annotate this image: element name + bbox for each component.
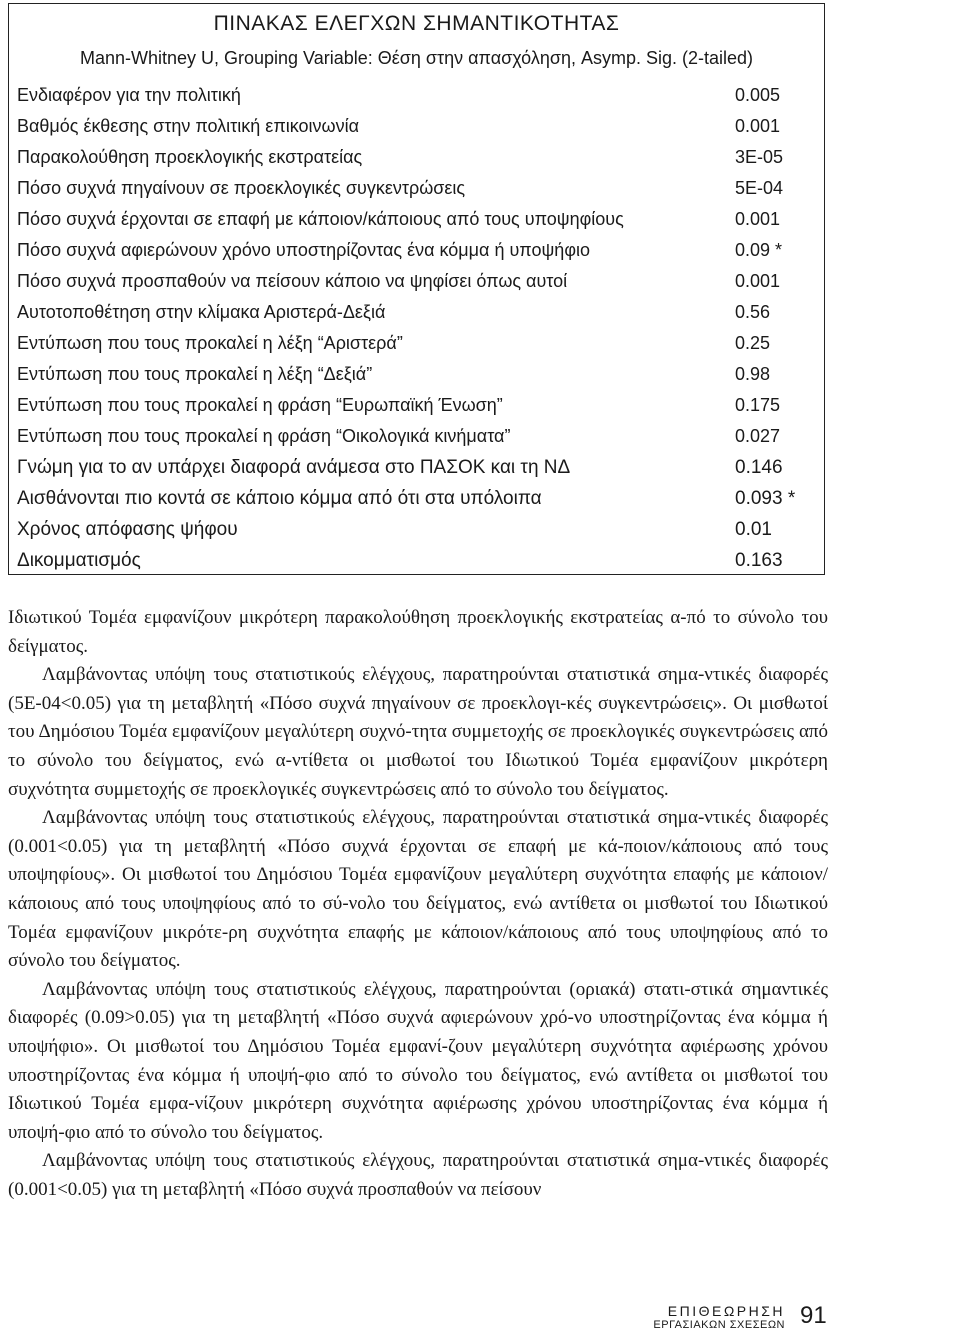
journal-name-line2: ΕΡΓΑΣΙΑΚΩΝ ΣΧΕΣΕΩΝ bbox=[653, 1319, 785, 1331]
table-row bbox=[9, 235, 824, 266]
table-row bbox=[9, 328, 824, 359]
row-value: 0.25 bbox=[735, 333, 771, 353]
row-label: Δικομματισμός bbox=[17, 549, 141, 571]
row-label: Εντύπωση που τους προκαλεί η λέξη “Δεξιά” bbox=[17, 364, 373, 384]
table-row bbox=[9, 421, 824, 452]
table-row bbox=[9, 297, 824, 328]
row-value: 0.56 bbox=[735, 302, 771, 322]
row-label: Πόσο συχνά έρχονται σε επαφή με κάποιον/κάποιους από τους υποψηφίους bbox=[17, 209, 624, 229]
table-row bbox=[9, 483, 824, 514]
table-row bbox=[9, 142, 824, 173]
row-value: 0.001 bbox=[735, 209, 781, 229]
row-value: 0.146 bbox=[735, 456, 783, 478]
row-label: Εντύπωση που τους προκαλεί η φράση “Οικολογικά κινήματα” bbox=[17, 426, 511, 446]
row-value: 0.175 bbox=[735, 395, 781, 415]
row-label: Παρακολούθηση προεκλογικής εκστρατείας bbox=[17, 147, 363, 167]
table-subtitle: Mann-Whitney U, Grouping Variable: Θέση στην απασχόληση, Asymp. Sig. (2-tailed) bbox=[79, 48, 754, 68]
row-label: Χρόνος απόφασης ψήφου bbox=[17, 518, 238, 540]
table-row bbox=[9, 514, 824, 545]
row-value: 0.005 bbox=[735, 85, 781, 105]
row-value: 0.09 * bbox=[735, 240, 783, 260]
table-row bbox=[9, 452, 824, 483]
row-label: Γνώμη για το αν υπάρχει διαφορά ανάμεσα στο ΠΑΣΟΚ και τη ΝΔ bbox=[17, 456, 571, 478]
paragraph: Λαμβάνοντας υπόψη τους στατιστικούς ελέγχους, παρατηρούνται στατιστικά σημα-ντικές διαφορές (0.001<0.05) για τη μεταβλητή «Πόσο συχνά έρχονται σε επαφή με κά-ποιον/κάποιους από τους υποψηφίους». Οι μισθωτοί του Δημόσιου Τομέα εμφανίζουν μεγαλύτερη συχνότητα επαφής με κάποιον/κάποιους από τους υποψηφίους από το σύ-νολο του δείγματος, ενώ αντίθετα οι μισθωτοί του Ιδιωτικού Τομέα εμφανίζουν μικρότε-ρη συχνότητα επαφής με κάποιον/κάποιους από τους υποψηφίους από το σύνολο του δείγματος. bbox=[8, 807, 828, 972]
journal-name bbox=[653, 1303, 785, 1332]
row-value: 0.027 bbox=[735, 426, 781, 446]
table-row bbox=[9, 545, 824, 576]
body-text bbox=[8, 604, 828, 1204]
table-row bbox=[9, 204, 824, 235]
row-value: 5E-04 bbox=[735, 178, 784, 198]
table-row bbox=[9, 390, 824, 421]
journal-name-line1: ΕΠΙΘΕΩΡΗΣΗ bbox=[667, 1303, 785, 1319]
row-value: 0.001 bbox=[735, 271, 781, 291]
paragraph: Λαμβάνοντας υπόψη τους στατιστικούς ελέγχους, παρατηρούνται στατιστικά σημα-ντικές διαφορές (0.001<0.05) για τη μεταβλητή «Πόσο συχνά προσπαθούν να πείσουν bbox=[8, 1150, 828, 1200]
table-row bbox=[9, 111, 824, 142]
row-label: Ενδιαφέρον για την πολιτική bbox=[17, 85, 241, 105]
row-label: Εντύπωση που τους προκαλεί η φράση “Ευρωπαϊκή Ένωση” bbox=[17, 395, 503, 415]
table-row bbox=[9, 359, 824, 390]
table-row bbox=[9, 173, 824, 204]
row-label: Αυτοτοποθέτηση στην κλίμακα Αριστερά-Δεξιά bbox=[17, 302, 386, 322]
paragraph: Λαμβάνοντας υπόψη τους στατιστικούς ελέγχους, παρατηρούνται (οριακά) στατι-στικά σημαντικές διαφορές (0.09>0.05) για τη μεταβλητή «Πόσο συχνά αφιερώνουν χρό-νο υποστηρίζοντας ένα κόμμα ή υποψήφιο». Οι μισθωτοί του Δημόσιου Τομέα εμφανί-ζουν μεγαλύτερη συχνότητα αφιέρωσης χρόνου υποστηρίζοντας ένα κόμμα ή υποψή-φιο από το σύνολο του δείγματος, ενώ αντίθετα οι μισθωτοί του Ιδιωτικού Τομέα εμφα-νίζουν μικρότερη συχνότητα αφιέρωσης χρόνου υποστηρίζοντας ένα κόμμα ή υποψή-φιο από το σύνολο του δείγματος. bbox=[8, 978, 828, 1143]
table-row bbox=[9, 80, 824, 111]
row-label: Αισθάνονται πιο κοντά σε κάποιο κόμμα από ότι στα υπόλοιπα bbox=[17, 487, 542, 509]
row-value: 0.163 bbox=[735, 549, 783, 571]
table-rows bbox=[9, 80, 824, 576]
row-label: Πόσο συχνά αφιερώνουν χρόνο υποστηρίζοντας ένα κόμμα ή υποψήφιο bbox=[17, 240, 590, 260]
table-row bbox=[9, 266, 824, 297]
paragraph: Λαμβάνοντας υπόψη τους στατιστικούς ελέγχους, παρατηρούνται στατιστικά σημα-ντικές διαφορές (5Ε-04<0.05) για τη μεταβλητή «Πόσο συχνά πηγαίνουν σε προεκλογι-κές συγκεντρώσεις». Οι μισθωτοί του Δημόσιου Τομέα εμφανίζουν μεγαλύτερη συχνό-τητα συμμετοχής σε προεκλογικές συγκεντρώσεις από το σύνολο του δείγματος, ενώ α-ντίθετα οι μισθωτοί του Ιδιωτικού Τομέα εμφανίζουν μικρότερη συχνότητα συμμετοχής σε προεκλογικές συγκεντρώσεις από το σύνολο του δείγματος. bbox=[8, 664, 828, 800]
row-label: Πόσο συχνά προσπαθούν να πείσουν κάποιο να ψηφίσει όπως αυτοί bbox=[17, 271, 568, 291]
row-label: Πόσο συχνά πηγαίνουν σε προεκλογικές συγκεντρώσεις bbox=[17, 178, 466, 198]
table-title: ΠΙΝΑΚΑΣ ΕΛΕΓΧΩΝ ΣΗΜΑΝΤΙΚΟΤΗΤΑΣ bbox=[213, 12, 620, 35]
row-value: 0.001 bbox=[735, 116, 781, 136]
row-value: 0.98 bbox=[735, 364, 771, 384]
page-number: 91 bbox=[800, 1302, 827, 1329]
paragraph: Ιδιωτικού Τομέα εμφανίζουν μικρότερη παρακολούθηση προεκλογικής εκστρατείας α-πό το σύνολο του δείγματος. bbox=[8, 607, 828, 657]
row-label: Βαθμός έκθεσης στην πολιτική επικοινωνία bbox=[17, 116, 359, 136]
row-value: 0.01 bbox=[735, 518, 772, 540]
row-value: 3E-05 bbox=[735, 147, 784, 167]
row-label: Εντύπωση που τους προκαλεί η λέξη “Αριστερά” bbox=[17, 333, 403, 353]
significance-table bbox=[8, 3, 825, 575]
row-value: 0.093 * bbox=[735, 487, 796, 509]
